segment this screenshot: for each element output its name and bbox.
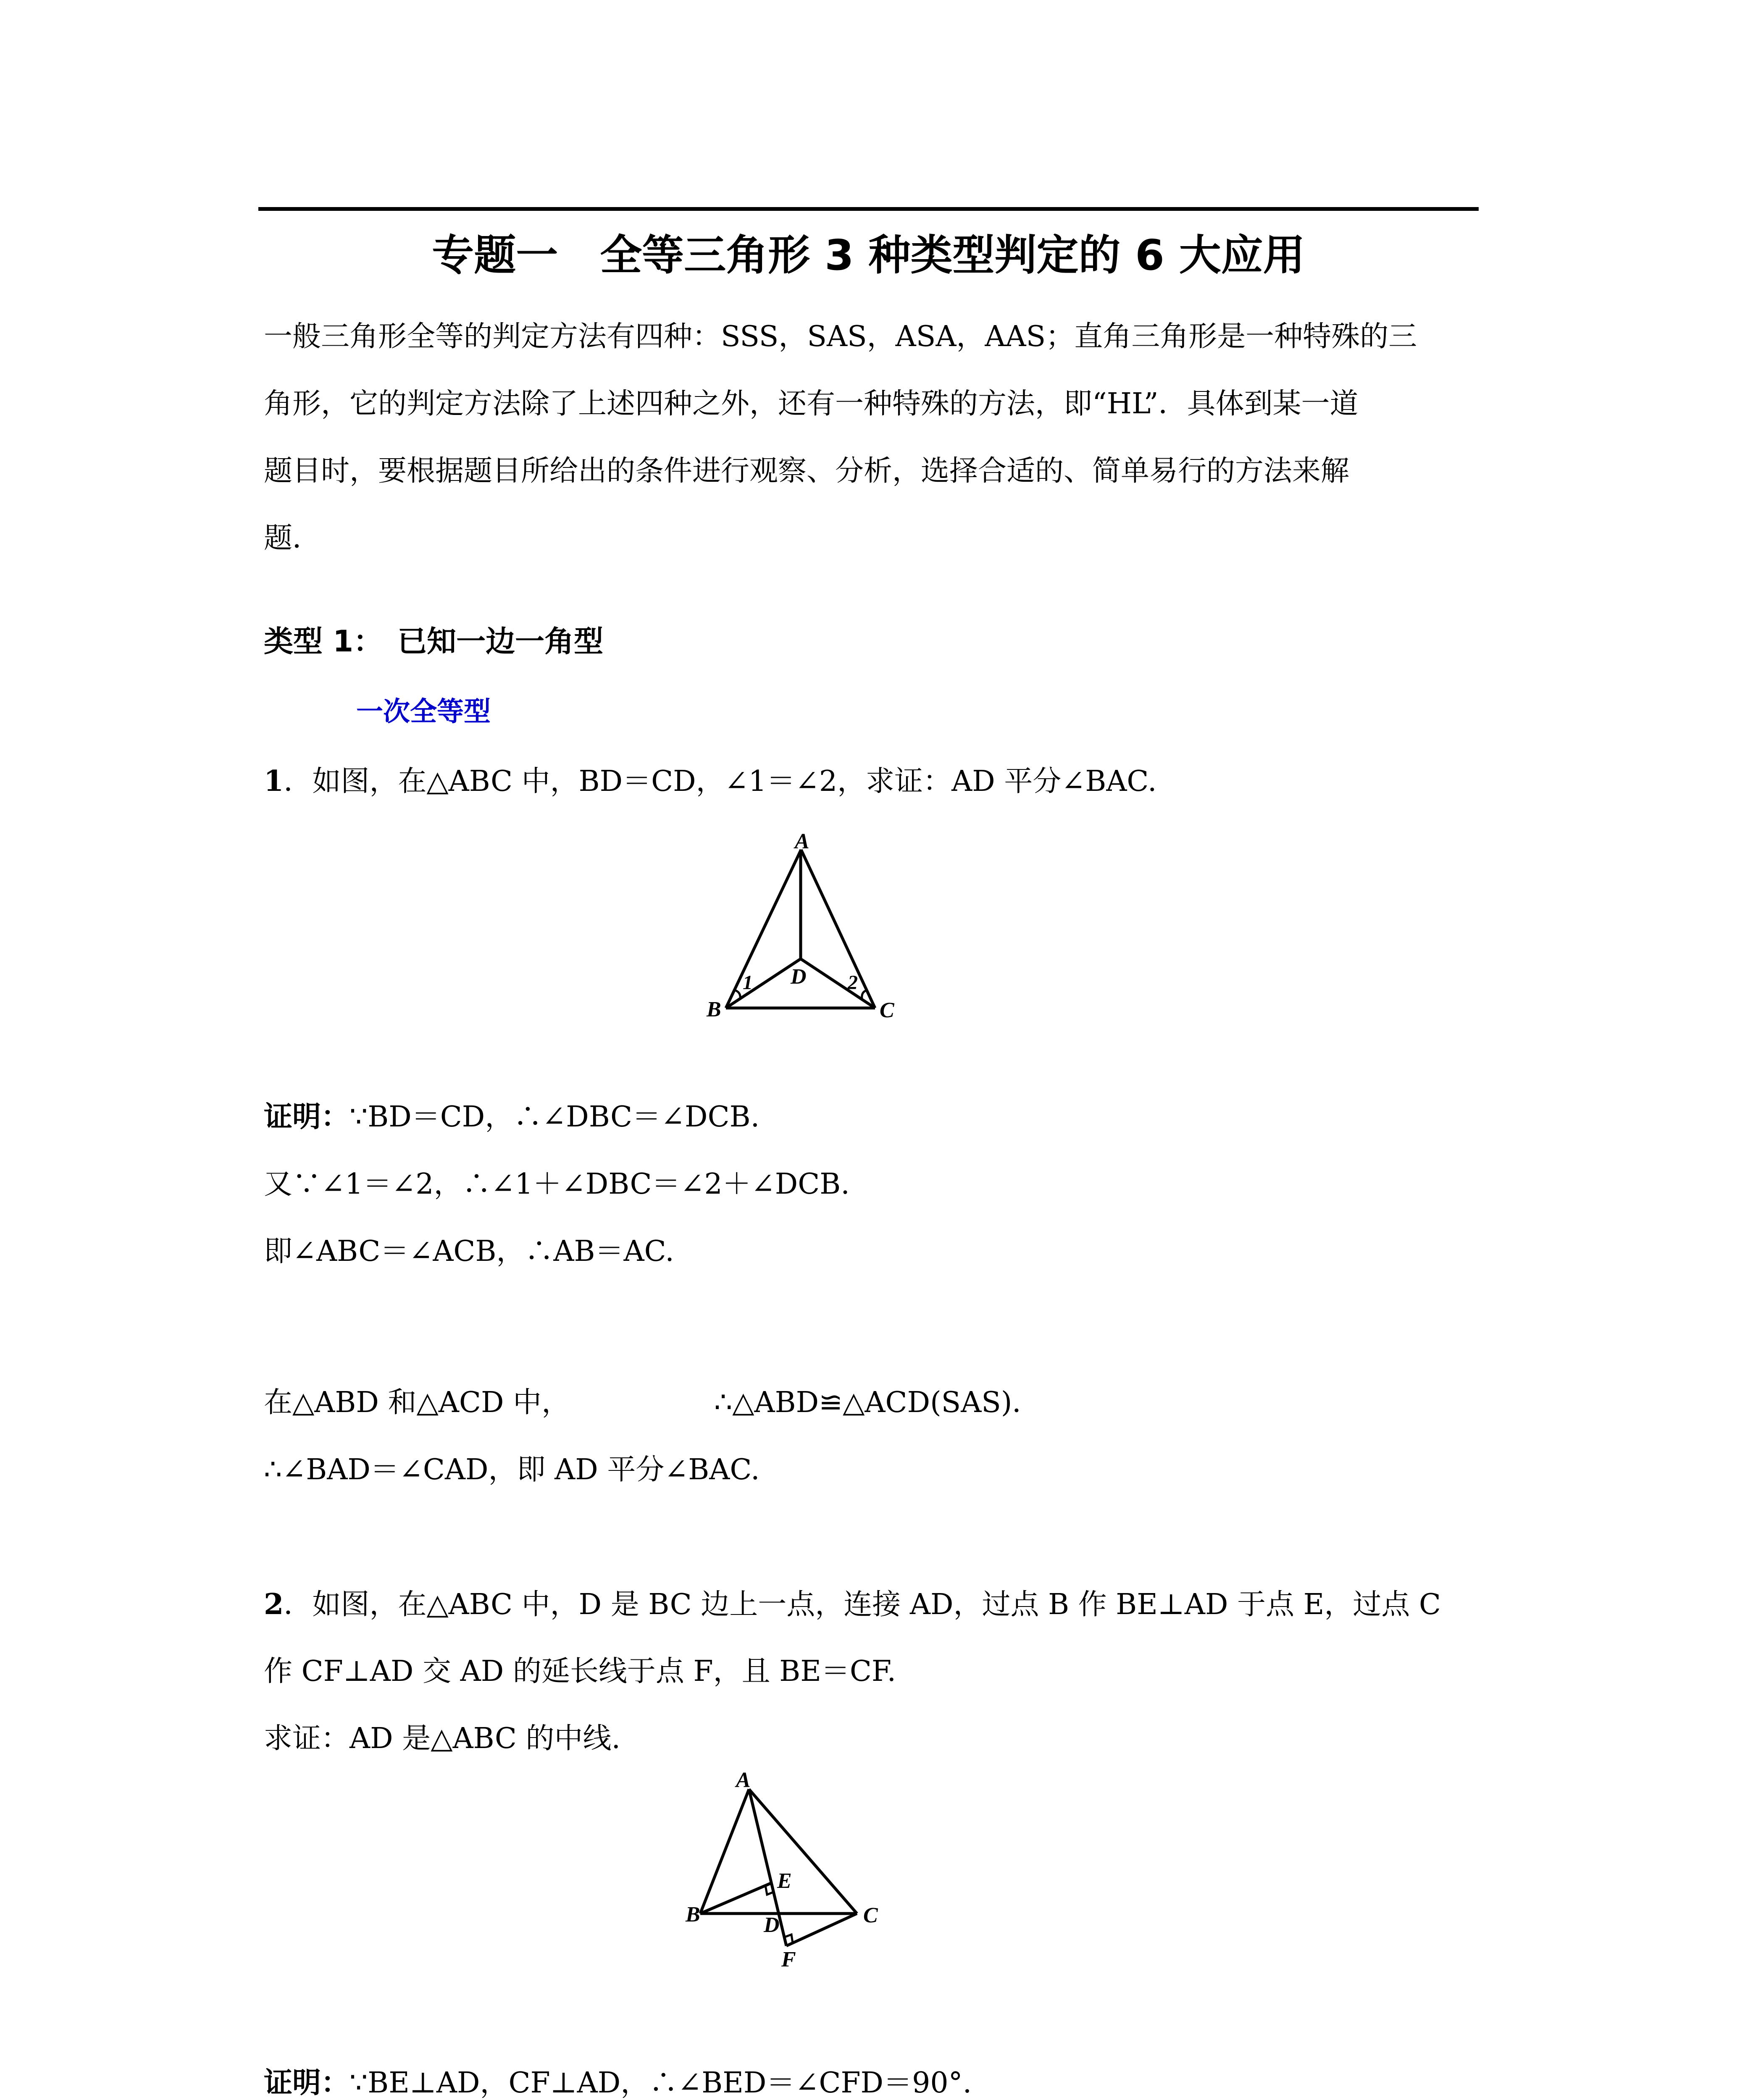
- figure-2: [676, 1764, 912, 2024]
- proof-1-line-5: ∴∠BAD＝∠CAD，即 AD 平分∠BAC.: [264, 1453, 760, 1486]
- header-rule: [258, 207, 1479, 211]
- segment-CF: [786, 1914, 857, 1946]
- proof-2-text-1: ∵BE⊥AD，CF⊥AD，∴∠BED＝∠CFD＝90°.: [350, 2066, 972, 2100]
- intro-line-3: 题目时，要根据题目所给出的条件进行观察、分析，选择合适的、简单易行的方法来解: [264, 454, 1350, 488]
- intro-line-1: 一般三角形全等的判定方法有四种：SSS，SAS，ASA，AAS；直角三角形是一种特殊的三: [264, 320, 1417, 353]
- proof-1-line-4-left: 在△ABD 和△ACD 中，: [264, 1386, 570, 1419]
- proof-1-label: 证明：: [264, 1100, 350, 1134]
- problem-2-number: 2: [264, 1588, 284, 1621]
- angle-2-arc: [862, 990, 867, 999]
- angle-label-2: 2: [848, 971, 858, 994]
- label-C: C: [863, 1903, 878, 1927]
- label-B: B: [707, 998, 721, 1021]
- proof-1-text-1: ∵BD＝CD，∴∠DBC＝∠DCB.: [350, 1100, 760, 1134]
- proof-1-line-1: [264, 1100, 759, 1134]
- problem-2-statement-1: [264, 1588, 1441, 1621]
- problem-2-text-1: ．如图，在△ABC 中，D 是 BC 边上一点，连接 AD，过点 B 作 BE⊥AD 于点 E，过点 C: [284, 1588, 1441, 1621]
- label-C: C: [880, 998, 894, 1022]
- label-D: D: [791, 965, 807, 989]
- proof-2-label: 证明：: [264, 2066, 350, 2100]
- page-title: 专题一 全等三角形 3 种类型判定的 6 大应用: [432, 231, 1305, 280]
- proof-1-line-2: 又∵∠1＝∠2，∴∠1＋∠DBC＝∠2＋∠DCB.: [264, 1168, 850, 1201]
- problem-2-statement-2: 作 CF⊥AD 交 AD 的延长线于点 F，且 BE＝CF.: [264, 1655, 896, 1688]
- label-B: B: [686, 1903, 700, 1927]
- proof-2-line-1: [264, 2066, 972, 2100]
- section-subheading: 一次全等型: [356, 696, 491, 727]
- label-A: A: [795, 830, 809, 853]
- label-D: D: [764, 1913, 780, 1937]
- problem-1-number: 1: [264, 764, 284, 798]
- angle-1-arc: [734, 990, 740, 999]
- label-A: A: [736, 1768, 751, 1792]
- problem-2-statement-3: 求证：AD 是△ABC 的中线.: [264, 1722, 621, 1755]
- problem-1-statement: [264, 764, 1157, 798]
- section-heading: 类型 1： 已知一边一角型: [264, 624, 604, 659]
- label-E: E: [777, 1869, 792, 1893]
- figure-1: [689, 823, 907, 1042]
- angle-label-1: 1: [743, 971, 753, 994]
- intro-line-2: 角形，它的判定方法除了上述四种之外，还有一种特殊的方法，即“HL”．具体到某一道: [264, 387, 1359, 420]
- proof-1-line-3: 即∠ABC＝∠ACB，∴AB＝AC.: [264, 1235, 674, 1268]
- proof-1-line-4-right: ∴△ABD≌△ACD(SAS)．: [714, 1386, 1041, 1419]
- problem-1-text: ．如图，在△ABC 中，BD＝CD，∠1＝∠2，求证：AD 平分∠BAC.: [284, 765, 1157, 798]
- label-F: F: [781, 1948, 796, 1971]
- intro-line-4: 题．: [264, 522, 321, 555]
